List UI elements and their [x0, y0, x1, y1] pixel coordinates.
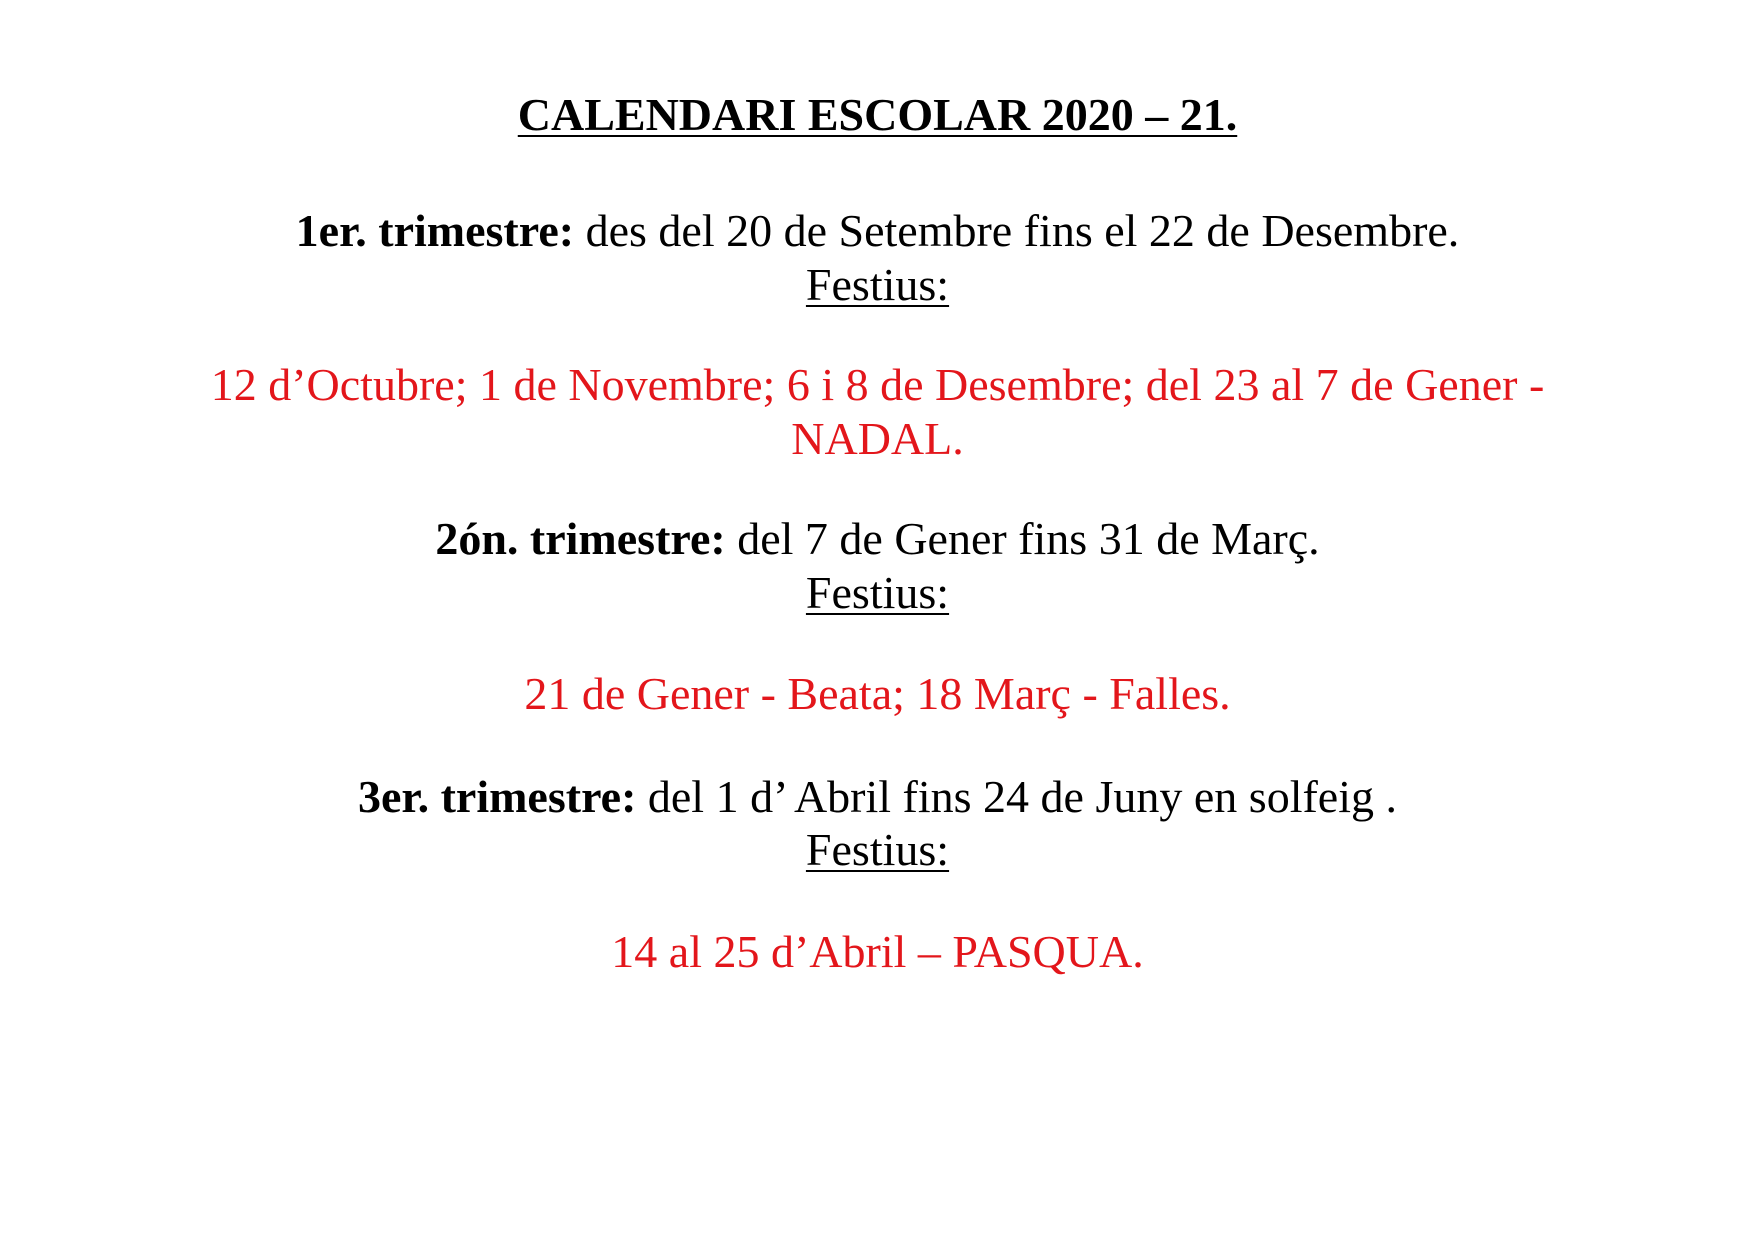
term-3-period: del 1 d’ Abril fins 24 de Juny en solfeig . — [647, 771, 1397, 822]
term-2-holidays: 21 de Gener - Beata; 18 Març - Falles. — [524, 668, 1231, 719]
term-2-period: del 7 de Gener fins 31 de Març. — [737, 513, 1320, 564]
term-1-period: des del 20 de Setembre fins el 22 de Desembre. — [585, 205, 1460, 256]
term-3-label: 3er. trimestre: — [357, 771, 637, 822]
term-1-holidays-line-2: NADAL. — [791, 413, 964, 464]
term-1-festius-label: Festius: — [805, 259, 950, 310]
term-2-festius-label: Festius: — [805, 567, 950, 618]
term-2-label: 2ón. trimestre: — [435, 513, 726, 564]
term-1-label: 1er. trimestre: — [295, 205, 575, 256]
document-title: CALENDARI ESCOLAR 2020 – 21. — [517, 89, 1238, 140]
term-1-holidays-line-1: 12 d’Octubre; 1 de Novembre; 6 i 8 de Desembre; del 23 al 7 de Gener - — [210, 359, 1545, 410]
term-2-festius-row — [0, 564, 1755, 622]
term-2-heading — [0, 510, 1755, 568]
term-1-festius-row — [0, 256, 1755, 314]
term-3-festius-label: Festius: — [805, 824, 950, 875]
term-3-heading — [0, 768, 1755, 826]
term-3-festius-row — [0, 821, 1755, 879]
term-3-holidays: 14 al 25 d’Abril – PASQUA. — [611, 926, 1144, 977]
term-1-heading — [0, 202, 1755, 260]
